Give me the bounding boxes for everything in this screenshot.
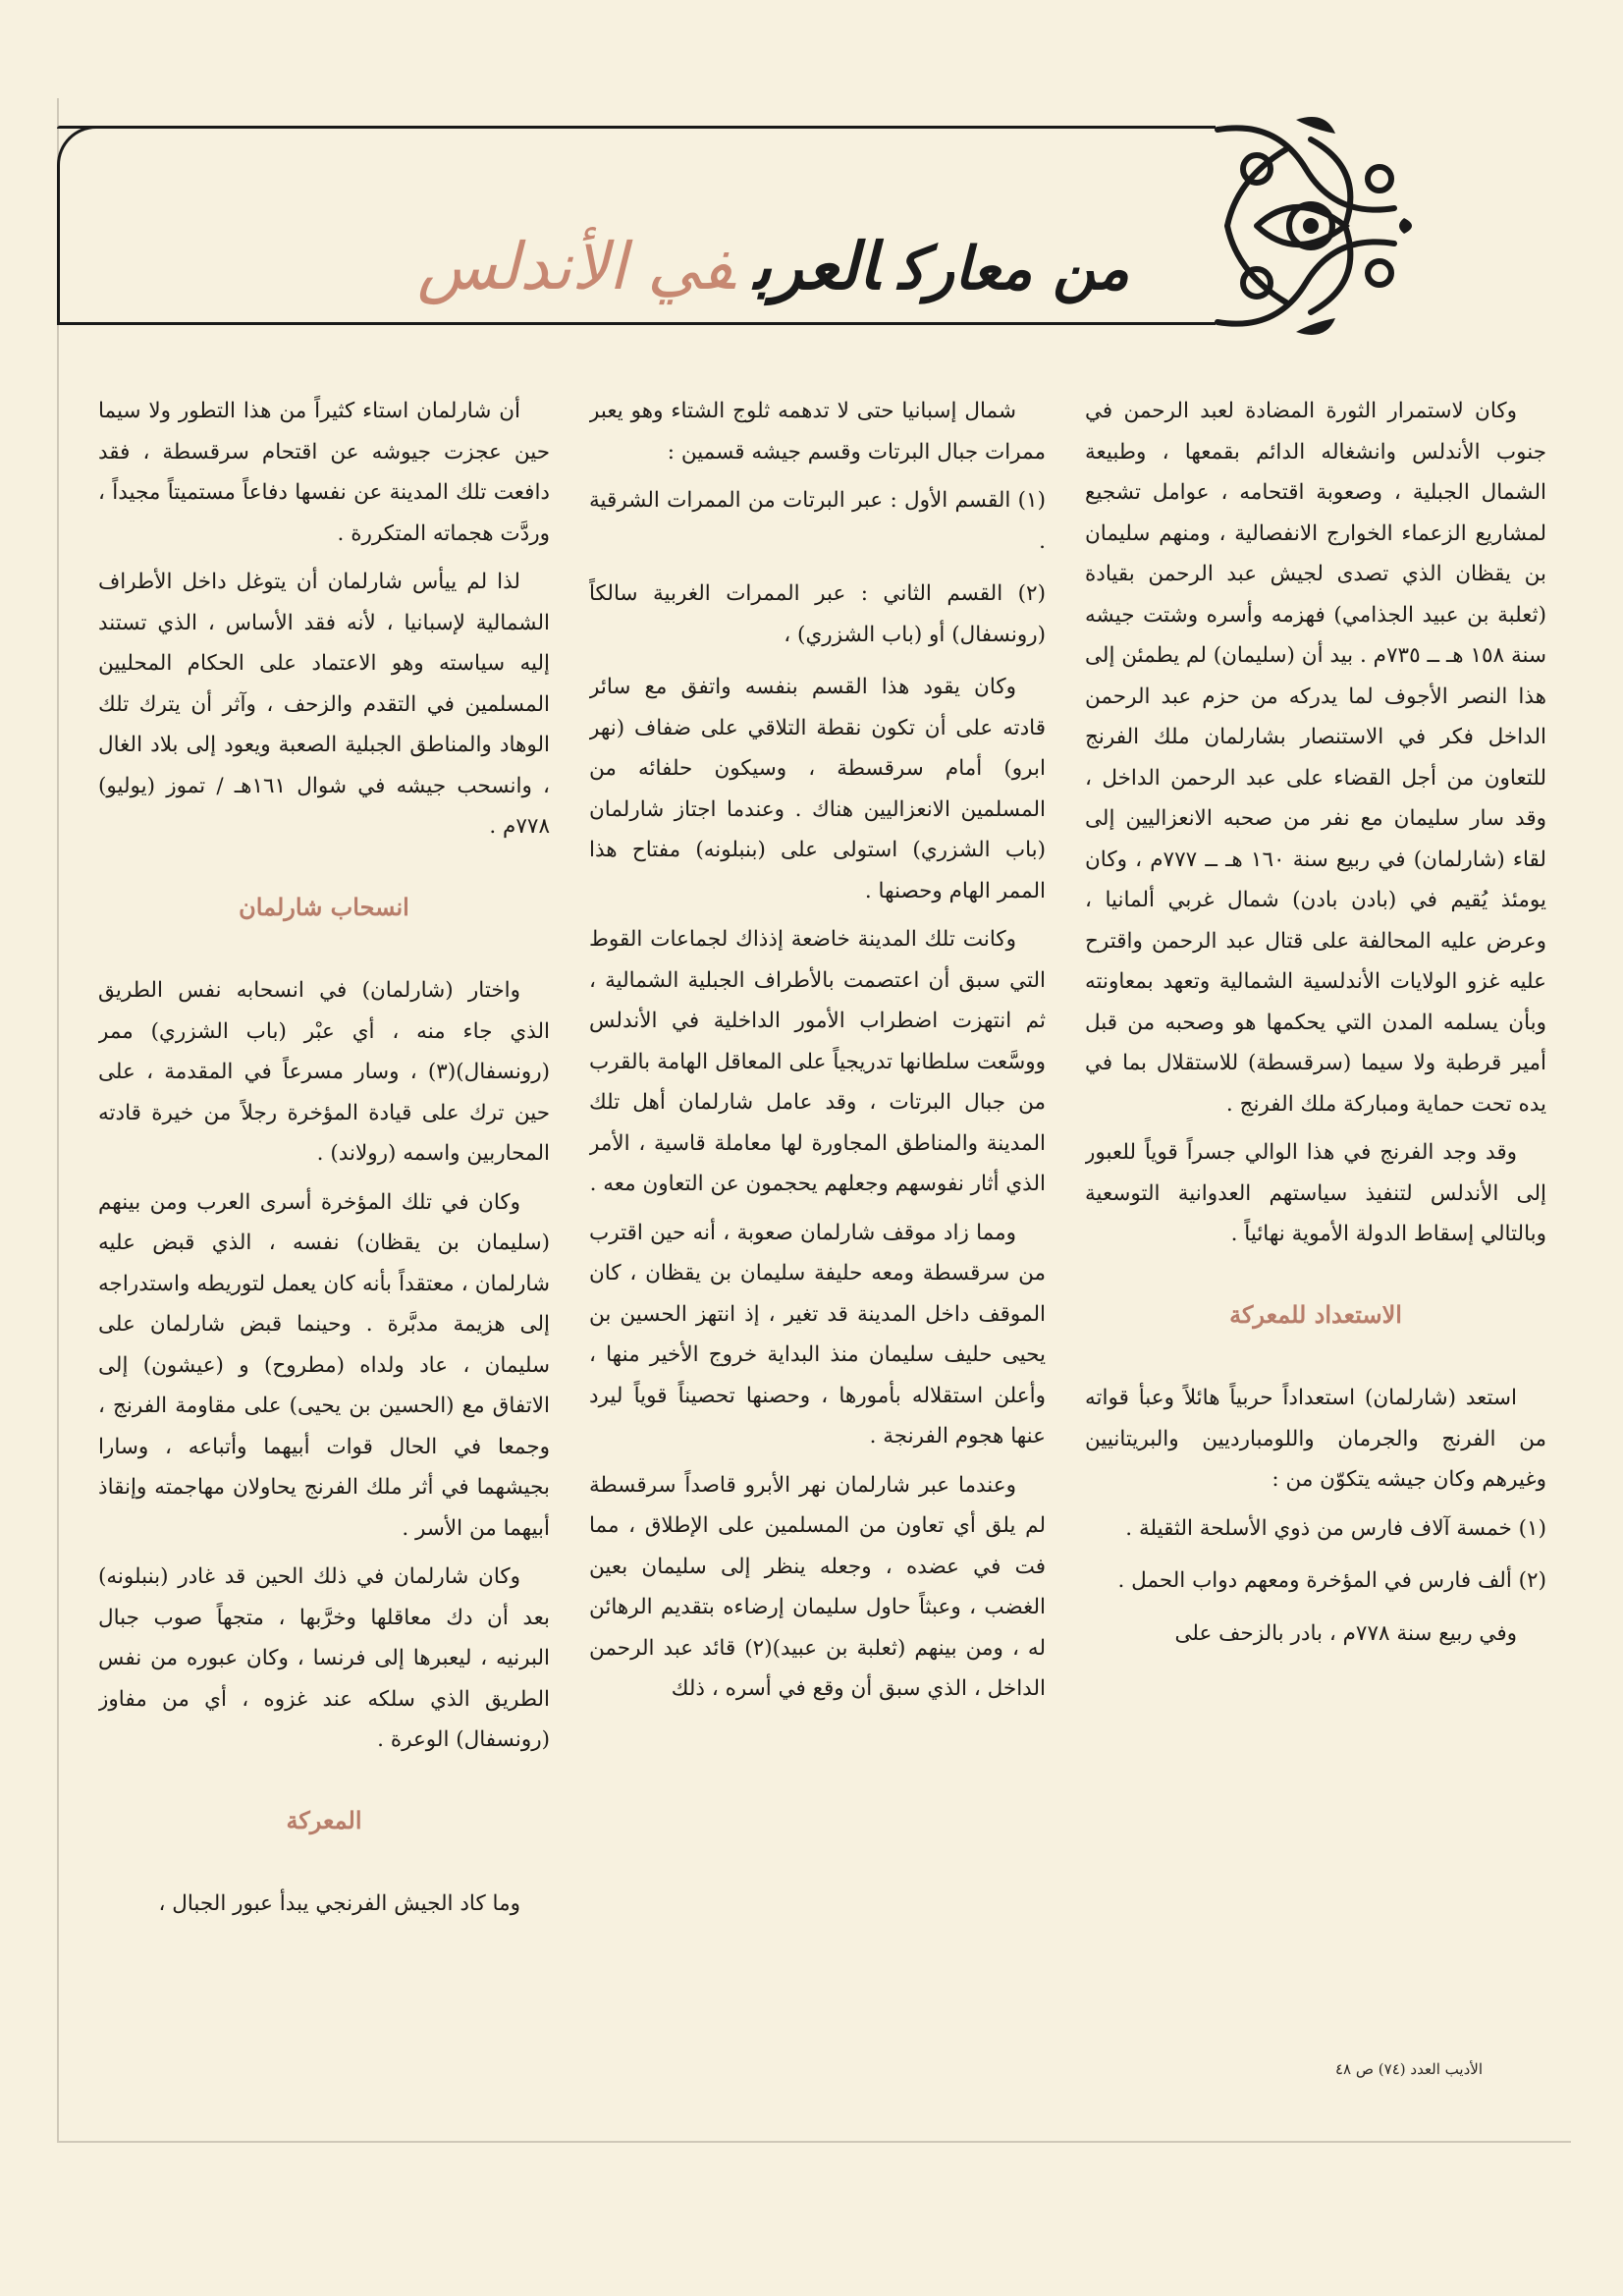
article-column-left: [98, 391, 550, 2021]
section-heading: انسحاب شارلمان: [239, 892, 409, 921]
article-column-middle: [589, 391, 1046, 2021]
article-column-right: [1085, 391, 1546, 2021]
paragraph: شمال إسبانيا حتى لا تدهمه ثلوج الشتاء وهو يعبر ممرات جبال البرتات وقسم جيشه قسمين :: [589, 399, 1046, 465]
list-item: (٢) ألف فارس في المؤخرة ومعهم دواب الحمل .: [1117, 1568, 1546, 1593]
paragraph: وكانت تلك المدينة خاضعة إذذاك لجماعات القوط التي سبق أن اعتصمت بالأطراف الجبلية الشمالية ، ثم انتهزت اضطراب الأمور الداخلية في الأندلس ووسَّعت سلطانها تدريجياً على المعاقل الهامة بالقرب من جبال البرتات ، وقد عامل شارلمان أهل تلك المدينة والمناطق المجاورة لها معاملة قاسية ، الأمر الذي أثار نفوسهم وجعلهم يحجمون عن التعاون معه .: [589, 927, 1046, 1196]
header-corner-rule: [57, 126, 99, 325]
paragraph: وفي ربيع سنة ٧٧٨م ، بادر بالزحف على: [1174, 1620, 1517, 1646]
list-item: (١) خمسة آلاف فارس من ذوي الأسلحة الثقيلة .: [1125, 1515, 1546, 1541]
paragraph: وكان شارلمان في ذلك الحين قد غادر (بنبلونه) بعد أن دك معاقلها وخرَّبها ، متجهاً صوب جبال البرنيه ، ليعبرها إلى فرنسا ، وكان عبوره من نفس الطريق الذي سلكه عند غزوه ، أي من مفاوز (رونسفال) الوعرة .: [98, 1564, 550, 1752]
paragraph: لذا لم ييأس شارلمان أن يتوغل داخل الأطراف الشمالية لإسبانيا ، لأنه فقد الأساس ، الذي تستند إليه سياسته وهو الاعتماد على الحكام المحليين المسلمين في التقدم والزحف ، وآثر أن يترك تلك الوهاد والمناطق الجبلية الصعبة ويعود إلى بلاد الغال ، وانسحب جيشه في شوال ١٦١هـ / تموز (يوليو) ٧٧٨م .: [98, 570, 550, 839]
paragraph: وما كاد الجيش الفرنجي يبدأ عبور الجبال ،: [158, 1891, 520, 1916]
section-heading: المعركة: [286, 1805, 362, 1834]
paragraph: استعد (شارلمان) استعداداً حربياً هائلاً وعبأ قواته من الفرنج والجرمان واللومبارديين والبريتانيين وغيرهم وكان جيشه يتكوّن من :: [1085, 1386, 1546, 1492]
page-footer: الأديب العدد (٧٤) ص ٤٨: [1334, 2060, 1483, 2078]
page-title: [108, 228, 1129, 322]
paragraph: أن شارلمان استاء كثيراً من هذا التطور ولا سيما حين عجزت جيوشه عن اقتحام سرقسطة ، فقد دافعت تلك المدينة عن نفسها دفاعاً مستميتاً مجيداً ، وردَّت هجماته المتكررة .: [98, 399, 550, 546]
paragraph: ومما زاد موقف شارلمان صعوبة ، أنه حين اقترب من سرقسطة ومعه حليفة سليمان بن يقظان ، كان الموقف داخل المدينة قد تغير ، إذ انتهز الحسين بن يحيى حليف سليمان منذ البداية خروج الأخير منها ، وأعلن استقلاله بأمورها ، وحصنها تحصيناً قوياً ليرد عنها هجوم الفرنجة .: [589, 1220, 1046, 1449]
title-part-3: في الأندلس: [416, 229, 734, 304]
paragraph: وكان في تلك المؤخرة أسرى العرب ومن بينهم (سليمان بن يقظان) نفسه ، الذي قبض عليه شارلمان ، معتقداً بأنه كان يعمل لتوريطه واستدراجه إلى هزيمة مدبَّرة . وحينما قبض شارلمان على سليمان ، عاد ولداه (مطروح) و (عيشون) إلى الاتفاق مع (الحسين بن يحيى) على مقاومة الفرنج ، وجمعا في الحال قوات أبيهما وأتباعه ، وسارا بجيشهما في أثر ملك الفرنج يحاولان مهاجمته وإنقاذ أبيهما من الأسر .: [98, 1189, 550, 1541]
list-item: (١) القسم الأول : عبر البرتات من الممرات الشرقية .: [589, 488, 1046, 554]
list-item: (٢) القسم الثاني : عبر الممرات الغربية سالكاً (رونسفال) أو (باب الشزري) ،: [589, 581, 1046, 647]
title-part-2: العرب: [753, 228, 879, 304]
paragraph: وعندما عبر شارلمان نهر الأبرو قاصداً سرقسطة لم يلق أي تعاون من المسلمين على الإطلاق ، مما فت في عضده ، وجعله ينظر إلى سليمان بعين الغضب ، وعبثاً حاول سليمان إرضاءه بتقديم الرهائن له ، ومن بينهم (ثعلبة بن عبيد)(٢) قائد عبد الرحمن الداخل ، الذي سبق أن وقع في أسره ، ذلك: [589, 1472, 1046, 1701]
title-part-1: من معارك: [897, 235, 1129, 303]
header-bottom-rule: [57, 322, 1216, 325]
paragraph: وكان لاستمرار الثورة المضادة لعبد الرحمن في جنوب الأندلس وانشغاله الدائم بقمعها ، وطبيعة الشمال الجبلية ، وصعوبة اقتحامه ، عوامل تشجيع لمشاريع الزعماء الخوارج الانفصالية ، ومنهم سليمان بن يقظان الذي تصدى لجيش عبد الرحمن بقيادة (ثعلبة بن عبيد الجذامي) فهزمه وأسره وشتت جيشه سنة ١٥٨ هـ ــ ٧٣٥م . بيد أن (سليمان) لم يطمئن إلى هذا النصر الأجوف لما يدركه من حزم عبد الرحمن الداخل فكر في الاستنصار بشارلمان ملك الفرنج للتعاون من أجل القضاء على عبد الرحمن الداخل ، وقد سار سليمان مع نفر من صحبه الانعزاليين إلى لقاء (شارلمان) في ربيع سنة ١٦٠ هـ ــ ٧٧٧م ، وكان يومئذ يُقيم في (بادن بادن) شمال غربي ألمانيا ، وعرض عليه المحالفة على قتال عبد الرحمن واقترح عليه غزو الولايات الأندلسية الشمالية وتعهد بمعاونته وبأن يسلمه المدن التي يحكمها هو وصحبه من قبل أمير قرطبة ولا سيما (سرقسطة) للاستقلال بما في يده تحت حماية ومباركة ملك الفرنج .: [1085, 399, 1546, 1117]
header-top-rule: [57, 126, 1216, 129]
paragraph: وكان يقود هذا القسم بنفسه واتفق مع سائر قادته على أن تكون نقطة التلاقي على ضفاف (نهر ابرو) أمام سرقسطة ، وسيكون حلفائه من المسلمين الانعزاليين هناك . وعندما اجتاز شارلمان (باب الشزري) استولى على (بنبلونه) مفتاح هذا الممر الهام وحصنها .: [589, 675, 1046, 903]
section-heading: الاستعداد للمعركة: [1229, 1299, 1402, 1329]
paragraph: وقد وجد الفرنج في هذا الوالي جسراً قوياً للعبور إلى الأندلس لتنفيذ سياستهم العدوانية التوسعية وبالتالي إسقاط الدولة الأموية نهائياً .: [1085, 1140, 1546, 1246]
arabesque-ornament-icon: [1198, 110, 1424, 342]
paragraph: واختار (شارلمان) في انسحابه نفس الطريق الذي جاء منه ، أي عبْر (باب الشزري) ممر (رونسفال)(٣) ، وسار مسرعاً في المقدمة ، على حين ترك على قيادة المؤخرة رجلاً من خيرة قادته المحاربين واسمه (رولاند) .: [98, 978, 550, 1166]
